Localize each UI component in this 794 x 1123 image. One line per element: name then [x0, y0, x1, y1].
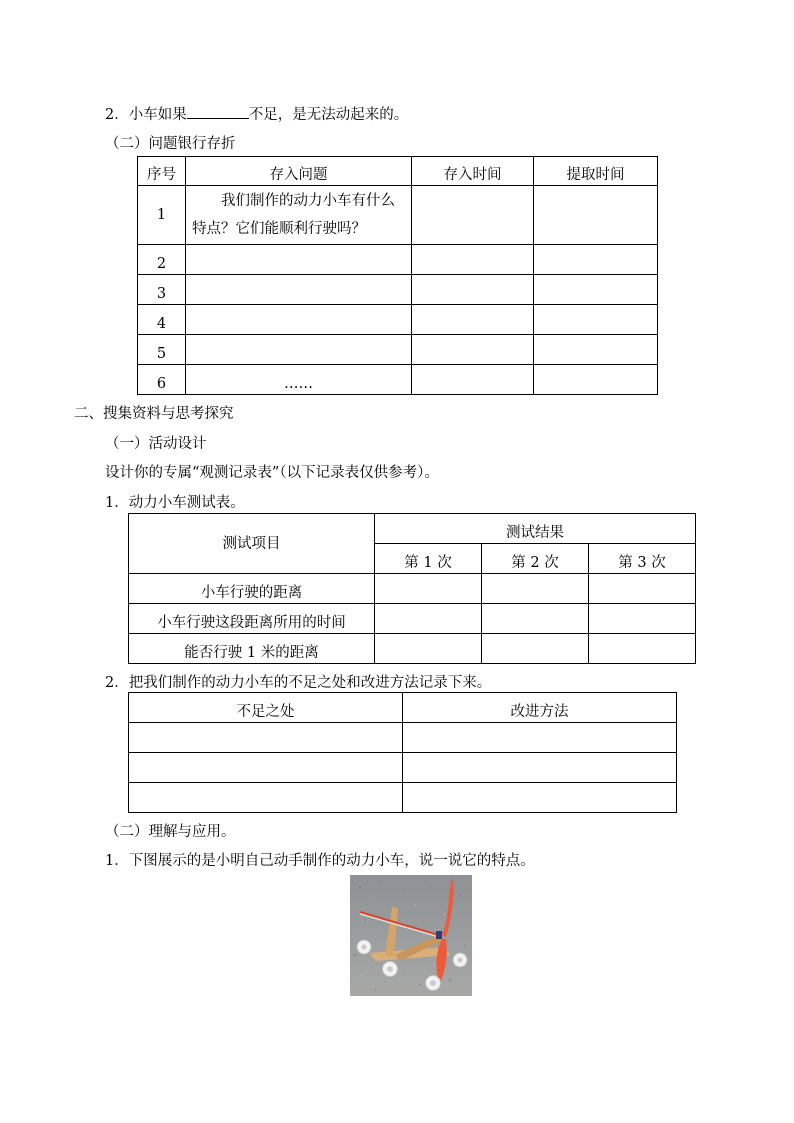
car-photo: [350, 875, 472, 996]
table-row: [129, 723, 677, 753]
result-cell[interactable]: [589, 604, 696, 634]
record-table: [128, 692, 677, 813]
withdraw-time-cell[interactable]: [534, 186, 658, 245]
withdraw-time-cell[interactable]: [534, 305, 658, 335]
deposit-time-cell[interactable]: [412, 305, 534, 335]
test-table-heading: 1．动力小车测试表。: [105, 495, 245, 511]
shortcoming-cell[interactable]: [129, 753, 403, 783]
table-row: [129, 604, 696, 634]
deposit-time-cell[interactable]: [412, 335, 534, 365]
row-no: 6: [138, 365, 186, 395]
question-2-suffix: 不足，是无法动起来的。: [248, 107, 409, 123]
result-cell[interactable]: [375, 604, 482, 634]
row-no: 3: [138, 275, 186, 305]
question-2: [105, 104, 408, 125]
shortcoming-cell[interactable]: [129, 783, 403, 813]
improvement-header: 改进方法: [403, 693, 677, 723]
table-row: [129, 753, 677, 783]
question-bank-table: [137, 156, 658, 395]
row-question[interactable]: [186, 275, 412, 305]
test-item: 能否行驶 1 米的距离: [129, 634, 375, 664]
header-question: 存入问题: [186, 157, 412, 186]
understand-title: （二）理解与应用。: [105, 824, 236, 840]
result-cell[interactable]: [375, 574, 482, 604]
row-question: 我们制作的动力小车有什么特点？它们能顺利行驶吗？: [186, 186, 412, 245]
shortcoming-cell[interactable]: [129, 723, 403, 753]
answer-blank[interactable]: [187, 104, 249, 119]
test-item-header: 测试项目: [129, 514, 375, 574]
improvement-cell[interactable]: [403, 783, 677, 813]
table-row: [138, 186, 658, 245]
row-no: 2: [138, 245, 186, 275]
row-no: 4: [138, 305, 186, 335]
row-question: ……: [186, 365, 412, 395]
deposit-time-cell[interactable]: [412, 365, 534, 395]
result-cell[interactable]: [482, 634, 589, 664]
deposit-time-cell[interactable]: [412, 275, 534, 305]
trial-2-header: 第 2 次: [482, 544, 589, 574]
row-no: 1: [138, 186, 186, 245]
bank-title: （二）问题银行存折: [105, 136, 236, 152]
improvement-cell[interactable]: [403, 723, 677, 753]
withdraw-time-cell[interactable]: [534, 335, 658, 365]
row-question[interactable]: [186, 305, 412, 335]
shortcoming-header: 不足之处: [129, 693, 403, 723]
trial-3-header: 第 3 次: [589, 544, 696, 574]
improvement-cell[interactable]: [403, 753, 677, 783]
test-table: [128, 513, 696, 664]
activity-title: （一）活动设计: [105, 436, 207, 452]
test-item: 小车行驶的距离: [129, 574, 375, 604]
trial-1-header: 第 1 次: [375, 544, 482, 574]
deposit-time-cell[interactable]: [412, 186, 534, 245]
record-heading: 2．把我们制作的动力小车的不足之处和改进方法记录下来。: [105, 675, 492, 691]
withdraw-time-cell[interactable]: [534, 365, 658, 395]
table-row: [138, 365, 658, 395]
result-cell[interactable]: [589, 574, 696, 604]
test-item: 小车行驶这段距离所用的时间: [129, 604, 375, 634]
section-2-title: 二、搜集资料与思考探究: [74, 406, 234, 422]
header-no: 序号: [138, 157, 186, 186]
table-row: [138, 275, 658, 305]
table-row: [129, 574, 696, 604]
table-row: [129, 634, 696, 664]
table-row: [129, 783, 677, 813]
result-cell[interactable]: [589, 634, 696, 664]
result-cell[interactable]: [482, 604, 589, 634]
row-no: 5: [138, 335, 186, 365]
result-cell[interactable]: [482, 574, 589, 604]
header-deposit-time: 存入时间: [412, 157, 534, 186]
withdraw-time-cell[interactable]: [534, 275, 658, 305]
deposit-time-cell[interactable]: [412, 245, 534, 275]
header-withdraw-time: 提取时间: [534, 157, 658, 186]
design-instruction: 设计你的专属“观测记录表”（以下记录表仅供参考）。: [105, 465, 439, 481]
withdraw-time-cell[interactable]: [534, 245, 658, 275]
test-result-header: 测试结果: [375, 514, 696, 544]
row-question[interactable]: [186, 335, 412, 365]
photo-question: 1．下图展示的是小明自己动手制作的动力小车，说一说它的特点。: [105, 853, 535, 869]
table-row: [138, 305, 658, 335]
result-cell[interactable]: [375, 634, 482, 664]
table-row: [138, 245, 658, 275]
row-question[interactable]: [186, 245, 412, 275]
question-2-prefix: 2．小车如果: [105, 107, 187, 123]
table-row: [138, 335, 658, 365]
